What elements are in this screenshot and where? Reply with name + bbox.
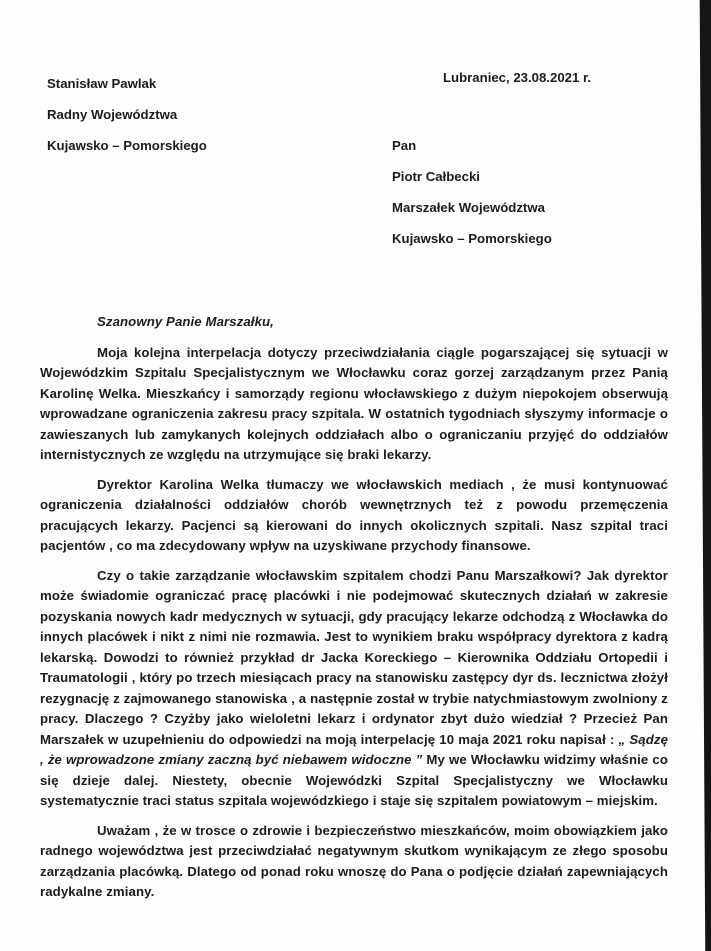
body-paragraph-3	[40, 566, 668, 812]
body-paragraph-4	[40, 821, 668, 903]
body-paragraph-1	[40, 343, 668, 466]
paragraph-text: Czy o takie zarządzanie włocławskim szpitalem chodzi Panu Marszałkowi? Jak dyrektor może świadomie ograniczać pracę placówki i nie podejmować skutecznych działań w zakresie pozyskania nowych kadr medycznych w sytuacji, gdy pracujący lekarze odchodzą z Włocławka do innych placówek i nikt z nimi nie rozmawia. Jest to wynikiem braku współpracy dyrektora z kadrą lekarską. Dowodzi to również przykład dr Jacka Koreckiego – Kierownika Oddziału Ortopedii i Traumatologii , który po trzech miesiącach pracy na stanowisku zastępcy dyr ds. lecznictwa złożył rezygnację z zajmowanego stanowiska , a następnie został w trybie natychmiastowym zwolniony z pracy. Dlaczego ? Czyżby jako wieloletni lekarz i ordynator zbyt dużo wiedział ? Przecież Pan Marszałek w uzupełnieniu do odpowiedzi na moją interpelację 10 maja 2021 roku napisał :	[40, 567, 668, 747]
recipient-name: Piotr Całbecki	[392, 169, 480, 184]
recipient-title-line2: Kujawsko – Pomorskiego	[392, 231, 552, 246]
letter-body	[40, 312, 668, 912]
dateline: Lubraniec, 23.08.2021 r.	[443, 70, 592, 85]
sender-block	[47, 68, 207, 161]
sender-name: Stanisław Pawlak	[47, 76, 157, 91]
recipient-block	[392, 130, 552, 254]
paragraph-text: Uważam , że w trosce o zdrowie i bezpieczeństwo mieszkańców, moim obowiązkiem jako radnego województwa jest przeciwdziałać negatywnym skutkom wynikającym ze złego sposobu zarządzania placówką. Dlatego od ponad roku wnoszę do Pana o podjęcie działań zapewniających radykalne zmiany.	[40, 822, 668, 899]
paragraph-text: Moja kolejna interpelacja dotyczy przeciwdziałania ciągle pogarszającej się sytuacji w Wojewódzkim Szpitalu Specjalistycznym we Włocławku coraz gorzej zarządzanym przez Panią Karolinę Welka. Mieszkańcy i samorządy regionu włocławskiego z dużym niepokojem obserwują wprowadzane ograniczenia zakresu pracy szpitala. W ostatnich tygodniach słyszymy informacje o zawieszanych lub zamykanych kolejnych oddziałach albo o ograniczaniu przyjęć do oddziałów internistycznych ze względu na utrzymujące się braki lekarzy.	[40, 344, 668, 462]
paragraph-text: Dyrektor Karolina Welka tłumaczy we włocławskich mediach , że musi kontynuować ograniczenia działalności oddziałów chorób wewnętrznych też z powodu przemęczenia pracujących lekarzy. Pacjenci są kierowani do innych okolicznych szpitali. Nasz szpital traci pacjentów , co ma zdecydowany wpływ na uzyskiwane przychody finansowe.	[40, 476, 668, 553]
scan-edge-artifact	[698, 0, 711, 951]
quoted-reply-text: „ Sądzę , że wprowadzone zmiany zaczną być niebawem widoczne ”	[40, 731, 669, 767]
sender-title-line1: Radny Województwa	[47, 107, 178, 122]
sender-title-line2: Kujawsko – Pomorskiego	[47, 138, 207, 153]
body-paragraph-2	[40, 475, 668, 557]
paragraph-text: My we Włocławku widzimy właśnie co się dzieje dalej. Niestety, obecnie Wojewódzki Szpital Specjalistyczny we Włocławku systematycznie traci status szpitala wojewódzkiego i staje się szpitalem powiatowym – miejskim.	[40, 752, 668, 808]
recipient-salutation: Pan	[392, 138, 417, 153]
greeting: Szanowny Panie Marszałku,	[97, 314, 274, 329]
recipient-title-line1: Marszałek Województwa	[392, 200, 545, 215]
